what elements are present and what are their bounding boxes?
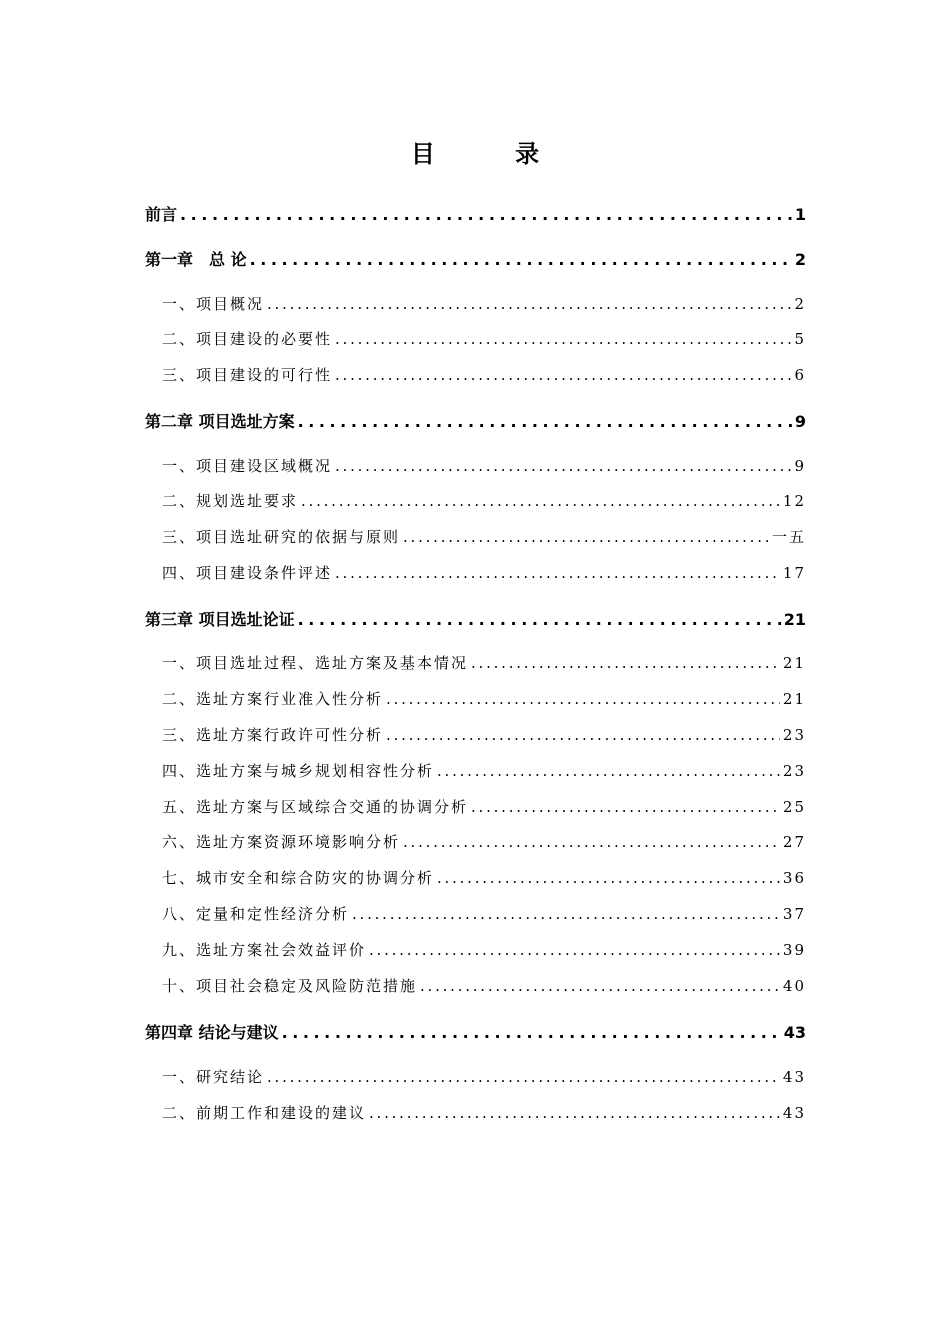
- toc-entry-chapter-4[interactable]: [145, 1020, 806, 1042]
- toc-entry-page: 25: [782, 798, 806, 816]
- dot-leader: [298, 612, 781, 628]
- toc-entry-section[interactable]: [162, 364, 806, 386]
- toc-entry-chapter-1[interactable]: [145, 247, 806, 269]
- toc-entry-label: 三、项目选址研究的依据与原则: [162, 528, 401, 546]
- dot-leader: [369, 943, 780, 958]
- dot-leader: [437, 764, 780, 779]
- toc-entry-section[interactable]: [162, 526, 806, 548]
- dot-leader: [267, 1070, 780, 1085]
- toc-entry-section[interactable]: [162, 1102, 806, 1124]
- toc-entry-page: 6: [794, 366, 806, 384]
- toc-entry-page: 21: [782, 690, 806, 708]
- toc-entry-label: 二、项目建设的必要性: [162, 330, 333, 348]
- dot-leader: [386, 728, 780, 743]
- toc-entry-page: 2: [794, 295, 806, 313]
- toc-entry-section[interactable]: [162, 293, 806, 315]
- dot-leader: [267, 297, 791, 312]
- toc-entry-chapter-3[interactable]: [145, 607, 806, 629]
- toc-entry-label: 二、规划选址要求: [162, 492, 299, 510]
- dot-leader: [335, 368, 791, 383]
- toc-entry-page: 23: [782, 762, 806, 780]
- toc-entry-section[interactable]: [162, 831, 806, 853]
- dot-leader: [471, 656, 780, 671]
- toc-entry-label: 八、定量和定性经济分析: [162, 905, 350, 923]
- dot-leader: [282, 1025, 781, 1041]
- toc-entry-page: 39: [782, 941, 806, 959]
- toc-entry-chapter-2[interactable]: [145, 409, 806, 431]
- toc-entry-page: 12: [782, 492, 806, 510]
- toc-entry-page: 40: [782, 977, 806, 995]
- toc-entry-label: 二、选址方案行业准入性分析: [162, 690, 384, 708]
- dot-leader: [298, 414, 792, 430]
- toc-entry-section[interactable]: [162, 688, 806, 710]
- toc-entry-section[interactable]: [162, 1066, 806, 1088]
- dot-leader: [437, 871, 780, 886]
- toc-entry-page: 43: [783, 1023, 806, 1042]
- toc-entry-section[interactable]: [162, 975, 806, 997]
- dot-leader: [352, 907, 780, 922]
- toc-entry-page: 9: [794, 457, 806, 475]
- dot-leader: [301, 494, 780, 509]
- toc-entry-label: 三、项目建设的可行性: [162, 366, 333, 384]
- toc-entry-label: 第三章 项目选址论证: [145, 610, 295, 629]
- dot-leader: [471, 800, 780, 815]
- toc-entry-label: 四、选址方案与城乡规划相容性分析: [162, 762, 435, 780]
- dot-leader: [180, 207, 792, 223]
- dot-leader: [335, 459, 791, 474]
- toc-entry-page: 9: [794, 412, 806, 431]
- toc-entry-label: 第二章 项目选址方案: [145, 412, 295, 431]
- dot-leader: [420, 979, 780, 994]
- toc-entry-label: 一、项目概况: [162, 295, 265, 313]
- toc-entry-section[interactable]: [162, 796, 806, 818]
- toc-entry-page: 36: [782, 869, 806, 887]
- toc-entry-label: 十、项目社会稳定及风险防范措施: [162, 977, 418, 995]
- toc-entry-label: 六、选址方案资源环境影响分析: [162, 833, 401, 851]
- dot-leader: [250, 252, 792, 268]
- toc-entry-page: 21: [782, 654, 806, 672]
- toc-entry-label: 第四章 结论与建议: [145, 1023, 279, 1042]
- toc-entry-label: 第一章 总 论: [145, 250, 247, 269]
- toc-entry-page: 21: [783, 610, 806, 629]
- toc-entry-page: 2: [794, 250, 806, 269]
- toc-entry-section[interactable]: [162, 562, 806, 584]
- toc-entry-label: 一、项目选址过程、选址方案及基本情况: [162, 654, 469, 672]
- toc-entry-label: 前言: [145, 205, 178, 224]
- toc-entry-label: 七、城市安全和综合防灾的协调分析: [162, 869, 435, 887]
- toc-entry-label: 四、项目建设条件评述: [162, 564, 333, 582]
- toc-entry-section[interactable]: [162, 867, 806, 889]
- toc-entry-page: 43: [782, 1068, 806, 1086]
- toc-entry-label: 三、选址方案行政许可性分析: [162, 726, 384, 744]
- dot-leader: [335, 566, 780, 581]
- toc-entry-preface[interactable]: [145, 202, 806, 224]
- dot-leader: [369, 1106, 780, 1121]
- toc-entry-section[interactable]: [162, 760, 806, 782]
- toc-entry-section[interactable]: [162, 455, 806, 477]
- toc-entry-section[interactable]: [162, 652, 806, 674]
- dot-leader: [403, 530, 769, 545]
- toc-entry-page: 37: [782, 905, 806, 923]
- dot-leader: [335, 332, 791, 347]
- toc-entry-section[interactable]: [162, 724, 806, 746]
- toc-entry-page: 一五: [771, 528, 806, 546]
- toc-entry-page: 5: [794, 330, 806, 348]
- toc-entry-section[interactable]: [162, 490, 806, 512]
- toc-entry-page: 27: [782, 833, 806, 851]
- toc-entry-section[interactable]: [162, 939, 806, 961]
- toc-entry-page: 23: [782, 726, 806, 744]
- toc-entry-label: 一、研究结论: [162, 1068, 265, 1086]
- toc-entry-page: 43: [782, 1104, 806, 1122]
- toc-entry-section[interactable]: [162, 903, 806, 925]
- dot-leader: [386, 692, 780, 707]
- toc-title: 目 录: [410, 140, 576, 168]
- toc-entry-label: 二、前期工作和建设的建议: [162, 1104, 367, 1122]
- toc-entry-section[interactable]: [162, 328, 806, 350]
- toc-entry-label: 一、项目建设区域概况: [162, 457, 333, 475]
- dot-leader: [403, 835, 780, 850]
- toc-entry-label: 九、选址方案社会效益评价: [162, 941, 367, 959]
- toc-entry-label: 五、选址方案与区域综合交通的协调分析: [162, 798, 469, 816]
- toc-entry-page: 17: [782, 564, 806, 582]
- toc-entry-page: 1: [794, 205, 806, 224]
